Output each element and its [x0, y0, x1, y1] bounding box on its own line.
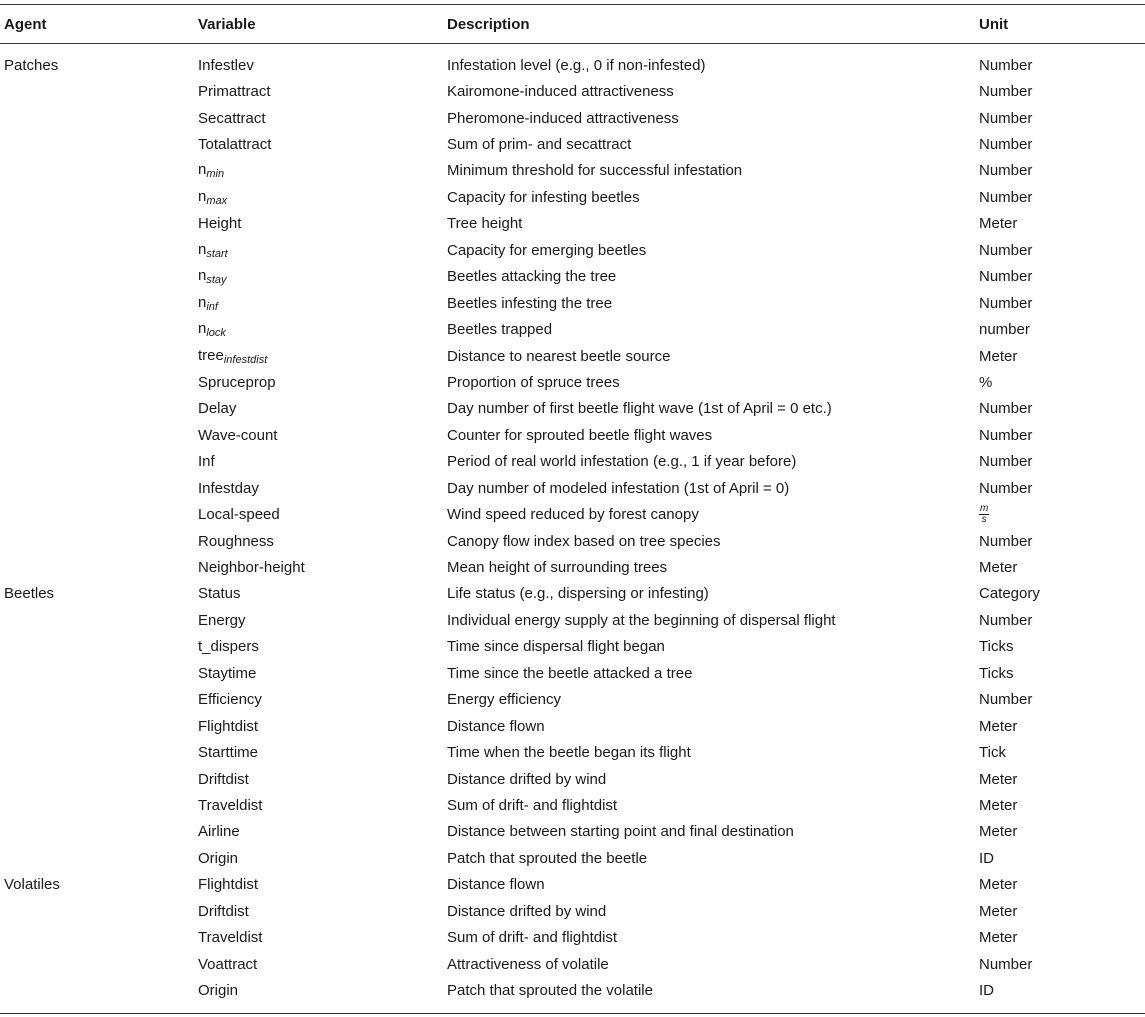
variable-subscript: lock: [206, 327, 226, 340]
cell-description: Patch that sprouted the beetle: [447, 849, 648, 867]
table-row: [0, 898, 1145, 924]
cell-unit: Number: [979, 83, 1033, 101]
cell-description: Beetles attacking the tree: [447, 268, 617, 286]
table-header: [0, 5, 1145, 44]
cell-agent: [0, 105, 198, 131]
cell-unit: Number: [979, 162, 1033, 180]
cell-agent: [0, 369, 198, 395]
variable-name: Airline: [198, 823, 240, 841]
variable-name: Efficiency: [198, 691, 262, 709]
variables-table: [0, 4, 1145, 1014]
variable-name: tree: [198, 346, 224, 364]
cell-unit: Meter: [979, 823, 1018, 841]
cell-variable: [198, 739, 447, 765]
cell-unit: Meter: [979, 215, 1018, 233]
cell-description: Kairomone-induced attractiveness: [447, 83, 674, 101]
cell-unit: Number: [979, 294, 1033, 312]
cell-agent: [0, 977, 198, 1013]
table-row: [0, 44, 1145, 79]
cell-variable: [198, 290, 447, 316]
table-row: [0, 951, 1145, 977]
cell-description: Counter for sprouted beetle flight waves: [447, 426, 713, 444]
cell-variable: [198, 660, 447, 686]
variable-name: Energy: [198, 611, 246, 629]
table-row: [0, 501, 1145, 527]
cell-unit: Number: [979, 268, 1033, 286]
cell-unit: Number: [979, 241, 1033, 259]
variable-subscript: min: [206, 168, 225, 181]
cell-unit: Meter: [979, 902, 1018, 920]
cell-variable: [198, 211, 447, 237]
cell-unit: Number: [979, 691, 1033, 709]
table-row: [0, 184, 1145, 210]
cell-variable: [198, 44, 447, 79]
cell-variable: [198, 237, 447, 263]
variable-name: Secattract: [198, 109, 266, 127]
cell-description: Day number of modeled infestation (1st of April = 0): [447, 479, 790, 497]
cell-description: Distance drifted by wind: [447, 902, 607, 920]
cell-unit: Number: [979, 611, 1033, 629]
variable-name: Origin: [198, 849, 239, 867]
cell-agent: [0, 845, 198, 871]
variable-name: Traveldist: [198, 796, 263, 814]
variable-name: n: [198, 187, 207, 205]
variable-name: Spruceprop: [198, 373, 276, 391]
table-row: [0, 237, 1145, 263]
cell-unit: Number: [979, 56, 1033, 74]
table-row: [0, 581, 1145, 607]
table-row: [0, 211, 1145, 237]
cell-agent: [0, 739, 198, 765]
table-row: [0, 713, 1145, 739]
table-row: [0, 766, 1145, 792]
table-row: [0, 634, 1145, 660]
cell-description: Life status (e.g., dispersing or infesting): [447, 585, 709, 603]
variable-subscript: infestdist: [223, 353, 268, 366]
variable-name: n: [198, 240, 207, 258]
cell-description: Distance flown: [447, 717, 545, 735]
cell-agent: [0, 211, 198, 237]
cell-agent: [0, 184, 198, 210]
cell-description: Distance flown: [447, 876, 545, 894]
cell-description: Minimum threshold for successful infestation: [447, 162, 743, 180]
table-row: [0, 105, 1145, 131]
unit-fraction: [979, 504, 989, 525]
cell-unit: Meter: [979, 717, 1018, 735]
variable-subscript: start: [206, 247, 228, 260]
cell-description: Sum of prim- and secattract: [447, 136, 632, 154]
table-row: [0, 819, 1145, 845]
cell-agent: [0, 158, 198, 184]
table-row: [0, 554, 1145, 580]
table-row: [0, 449, 1145, 475]
variable-name: Delay: [198, 400, 237, 418]
variable-name: Local-speed: [198, 506, 280, 524]
cell-description: Day number of first beetle flight wave (1st of April = 0 etc.): [447, 400, 832, 418]
cell-variable: [198, 898, 447, 924]
variable-name: Traveldist: [198, 929, 263, 947]
cell-description: Mean height of surrounding trees: [447, 559, 668, 577]
cell-unit: Number: [979, 955, 1033, 973]
cell-description: Infestation level (e.g., 0 if non-infested): [447, 56, 706, 74]
cell-agent: Patches: [4, 56, 59, 74]
cell-variable: [198, 845, 447, 871]
cell-agent: [0, 898, 198, 924]
table-row: [0, 845, 1145, 871]
unit-numerator: m: [980, 503, 989, 515]
variable-name: Infestlev: [198, 56, 254, 74]
table-row: [0, 924, 1145, 950]
header-variable: Variable: [198, 15, 256, 33]
variable-name: Infestday: [198, 479, 259, 497]
table-row: [0, 687, 1145, 713]
variable-name: Height: [198, 215, 242, 233]
cell-variable: [198, 184, 447, 210]
variable-name: Flightdist: [198, 717, 259, 735]
variable-name: n: [198, 293, 207, 311]
cell-agent: [0, 924, 198, 950]
table-row: [0, 264, 1145, 290]
cell-description: Canopy flow index based on tree species: [447, 532, 721, 550]
cell-description: Tree height: [447, 215, 523, 233]
cell-agent: [0, 713, 198, 739]
variable-name: Voattract: [198, 955, 258, 973]
cell-agent: [0, 766, 198, 792]
cell-agent: [0, 660, 198, 686]
cell-agent: [0, 501, 198, 527]
variable-name: n: [198, 161, 207, 179]
header-agent: Agent: [4, 15, 47, 33]
variable-name: Wave-count: [198, 426, 278, 444]
variable-name: Origin: [198, 982, 239, 1000]
cell-agent: [0, 264, 198, 290]
variable-name: Flightdist: [198, 876, 259, 894]
variable-name: Inf: [198, 453, 215, 471]
cell-agent: [0, 396, 198, 422]
cell-unit: Meter: [979, 876, 1018, 894]
cell-variable: [198, 634, 447, 660]
cell-description: Period of real world infestation (e.g., 1 if year before): [447, 453, 797, 471]
cell-description: Beetles trapped: [447, 321, 553, 339]
variable-name: Roughness: [198, 532, 274, 550]
cell-variable: [198, 369, 447, 395]
variable-name: Primattract: [198, 83, 271, 101]
cell-agent: [0, 475, 198, 501]
cell-unit: Meter: [979, 929, 1018, 947]
table-row: [0, 792, 1145, 818]
cell-unit: Number: [979, 109, 1033, 127]
cell-unit: %: [979, 373, 993, 391]
cell-unit: Tick: [979, 744, 1006, 762]
cell-variable: [198, 343, 447, 369]
cell-unit: Ticks: [979, 664, 1014, 682]
variable-name: Starttime: [198, 744, 259, 762]
table-row: [0, 475, 1145, 501]
table-row: [0, 660, 1145, 686]
table-body: [0, 44, 1145, 1014]
cell-agent: [0, 449, 198, 475]
cell-agent: [0, 819, 198, 845]
cell-agent: Volatiles: [4, 876, 60, 894]
cell-variable: [198, 687, 447, 713]
cell-description: Beetles infesting the tree: [447, 294, 613, 312]
cell-unit: ID: [979, 849, 994, 867]
cell-unit: Meter: [979, 347, 1018, 365]
cell-unit: Ticks: [979, 638, 1014, 656]
variable-subscript: max: [206, 194, 228, 207]
cell-variable: [198, 449, 447, 475]
variable-name: n: [198, 267, 207, 285]
table-row: [0, 977, 1145, 1013]
cell-variable: [198, 819, 447, 845]
cell-description: Distance between starting point and final destination: [447, 823, 794, 841]
variable-name: t_dispers: [198, 638, 259, 656]
cell-unit: Meter: [979, 559, 1018, 577]
cell-agent: [0, 131, 198, 157]
variable-name: Driftdist: [198, 902, 249, 920]
cell-unit: Number: [979, 453, 1033, 471]
cell-unit: Number: [979, 479, 1033, 497]
cell-agent: [0, 290, 198, 316]
cell-agent: [0, 554, 198, 580]
cell-variable: [198, 977, 447, 1013]
cell-variable: [198, 924, 447, 950]
header-unit: Unit: [979, 15, 1009, 33]
cell-variable: [198, 422, 447, 448]
cell-description: Distance drifted by wind: [447, 770, 607, 788]
cell-description: Wind speed reduced by forest canopy: [447, 506, 699, 524]
cell-variable: [198, 396, 447, 422]
cell-description: Proportion of spruce trees: [447, 373, 620, 391]
cell-variable: [198, 554, 447, 580]
cell-variable: [198, 131, 447, 157]
cell-unit: Meter: [979, 770, 1018, 788]
cell-variable: [198, 792, 447, 818]
cell-agent: [0, 528, 198, 554]
cell-unit: Meter: [979, 796, 1018, 814]
cell-variable: [198, 872, 447, 898]
variable-name: Driftdist: [198, 770, 249, 788]
cell-unit: Number: [979, 188, 1033, 206]
cell-description: Sum of drift- and flightdist: [447, 796, 618, 814]
table-row: [0, 78, 1145, 104]
table-row: [0, 528, 1145, 554]
cell-unit: Number: [979, 426, 1033, 444]
cell-variable: [198, 713, 447, 739]
cell-description: Patch that sprouted the volatile: [447, 982, 653, 1000]
cell-unit: Number: [979, 136, 1033, 154]
table-row: [0, 316, 1145, 342]
table-row: [0, 739, 1145, 765]
cell-description: Attractiveness of volatile: [447, 955, 609, 973]
cell-description: Capacity for infesting beetles: [447, 188, 640, 206]
cell-description: Time when the beetle began its flight: [447, 744, 691, 762]
cell-variable: [198, 951, 447, 977]
cell-variable: [198, 607, 447, 633]
cell-variable: [198, 581, 447, 607]
cell-unit: Number: [979, 532, 1033, 550]
variable-name: Neighbor-height: [198, 559, 305, 577]
variable-name: Status: [198, 585, 241, 603]
cell-variable: [198, 105, 447, 131]
cell-agent: [0, 792, 198, 818]
cell-variable: [198, 316, 447, 342]
cell-description: Distance to nearest beetle source: [447, 347, 671, 365]
cell-agent: [0, 634, 198, 660]
cell-variable: [198, 158, 447, 184]
variable-name: Totalattract: [198, 136, 272, 154]
table-row: [0, 607, 1145, 633]
cell-unit: ID: [979, 982, 994, 1000]
cell-agent: [0, 687, 198, 713]
cell-description: Sum of drift- and flightdist: [447, 929, 618, 947]
cell-agent: Beetles: [4, 585, 55, 603]
table-row: [0, 131, 1145, 157]
cell-unit: Category: [979, 585, 1040, 603]
cell-agent: [0, 316, 198, 342]
cell-description: Individual energy supply at the beginning of dispersal flight: [447, 611, 836, 629]
cell-unit: number: [979, 321, 1030, 339]
unit-denominator: s: [981, 514, 987, 526]
cell-variable: [198, 501, 447, 527]
cell-description: Capacity for emerging beetles: [447, 241, 647, 259]
cell-agent: [0, 237, 198, 263]
header-row: [0, 5, 1145, 44]
cell-variable: [198, 264, 447, 290]
table-row: [0, 872, 1145, 898]
variable-name: n: [198, 320, 207, 338]
table-row: [0, 343, 1145, 369]
cell-variable: [198, 475, 447, 501]
cell-description: Energy efficiency: [447, 691, 561, 709]
cell-unit: Number: [979, 400, 1033, 418]
table-row: [0, 369, 1145, 395]
header-description: Description: [447, 15, 530, 33]
cell-variable: [198, 528, 447, 554]
table-row: [0, 422, 1145, 448]
cell-variable: [198, 766, 447, 792]
table-row: [0, 396, 1145, 422]
cell-description: Time since the beetle attacked a tree: [447, 664, 693, 682]
variable-subscript: stay: [206, 274, 227, 287]
variable-subscript: inf: [206, 300, 218, 313]
variable-name: Staytime: [198, 664, 257, 682]
table-row: [0, 290, 1145, 316]
cell-unit: [979, 501, 1145, 527]
cell-variable: [198, 78, 447, 104]
cell-agent: [0, 607, 198, 633]
cell-agent: [0, 78, 198, 104]
cell-agent: [0, 951, 198, 977]
cell-description: Pheromone-induced attractiveness: [447, 109, 679, 127]
table-row: [0, 158, 1145, 184]
cell-description: Time since dispersal flight began: [447, 638, 665, 656]
cell-agent: [0, 422, 198, 448]
cell-agent: [0, 343, 198, 369]
